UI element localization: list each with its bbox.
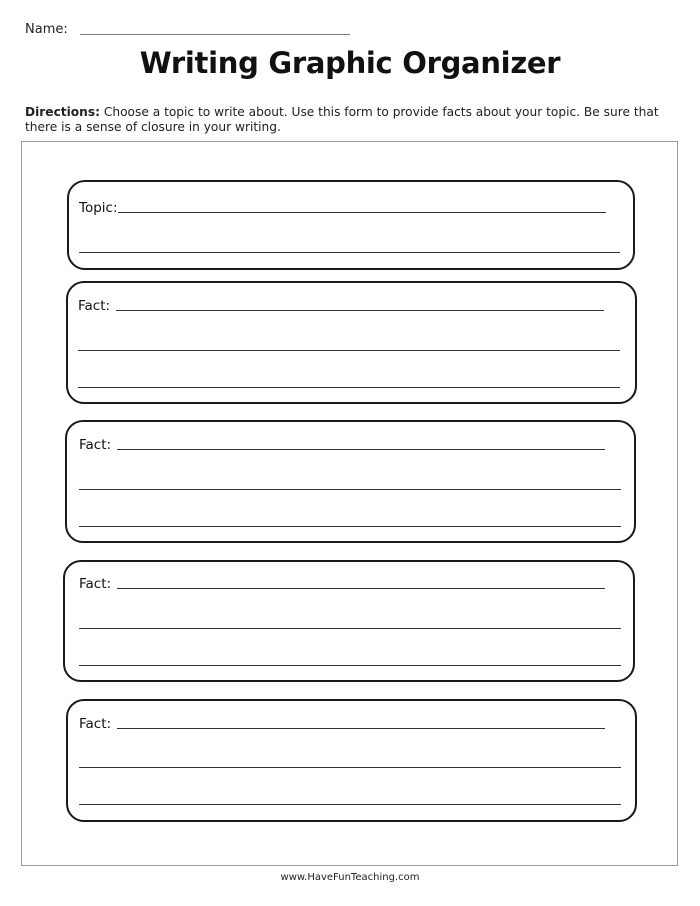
fact-write-line-3[interactable] (78, 387, 620, 388)
name-label: Name: (25, 22, 68, 37)
fact-write-line-2[interactable] (79, 628, 621, 629)
fact-write-line-3[interactable] (79, 665, 621, 666)
fact-write-line[interactable] (116, 310, 604, 311)
topic-write-line-2[interactable] (79, 252, 620, 253)
fact-label: Fact: (78, 298, 111, 314)
topic-label-row (79, 200, 606, 216)
fact-label: Fact: (79, 437, 112, 453)
fact-write-line-3[interactable] (79, 804, 621, 805)
name-write-line[interactable] (80, 34, 350, 35)
fact-write-line-2[interactable] (79, 489, 621, 490)
fact-box-4 (66, 699, 637, 822)
name-row (25, 22, 350, 37)
directions (25, 105, 675, 135)
fact-write-line[interactable] (117, 588, 605, 589)
fact-write-line-3[interactable] (79, 526, 621, 527)
footer-website: www.HaveFunTeaching.com (280, 872, 420, 883)
fact-label-row (79, 716, 605, 732)
fact-write-line-2[interactable] (78, 350, 620, 351)
topic-box (67, 180, 635, 270)
fact-write-line-2[interactable] (79, 767, 621, 768)
fact-label-row (78, 298, 604, 314)
topic-write-line[interactable] (118, 212, 606, 213)
fact-write-line[interactable] (117, 449, 605, 450)
fact-box-2 (65, 420, 636, 543)
page-title: Writing Graphic Organizer (139, 46, 561, 80)
fact-write-line[interactable] (117, 728, 605, 729)
fact-label-row (79, 576, 605, 592)
topic-label: Topic: (79, 200, 118, 216)
directions-text: Choose a topic to write about. Use this form to provide facts about your topic. Be sure that there is a sense of closure in your writing. (25, 105, 659, 134)
fact-label: Fact: (79, 576, 112, 592)
fact-label-row (79, 437, 605, 453)
fact-label: Fact: (79, 716, 112, 732)
fact-box-3 (63, 560, 635, 682)
directions-label: Directions: (25, 105, 100, 119)
fact-box-1 (66, 281, 637, 404)
